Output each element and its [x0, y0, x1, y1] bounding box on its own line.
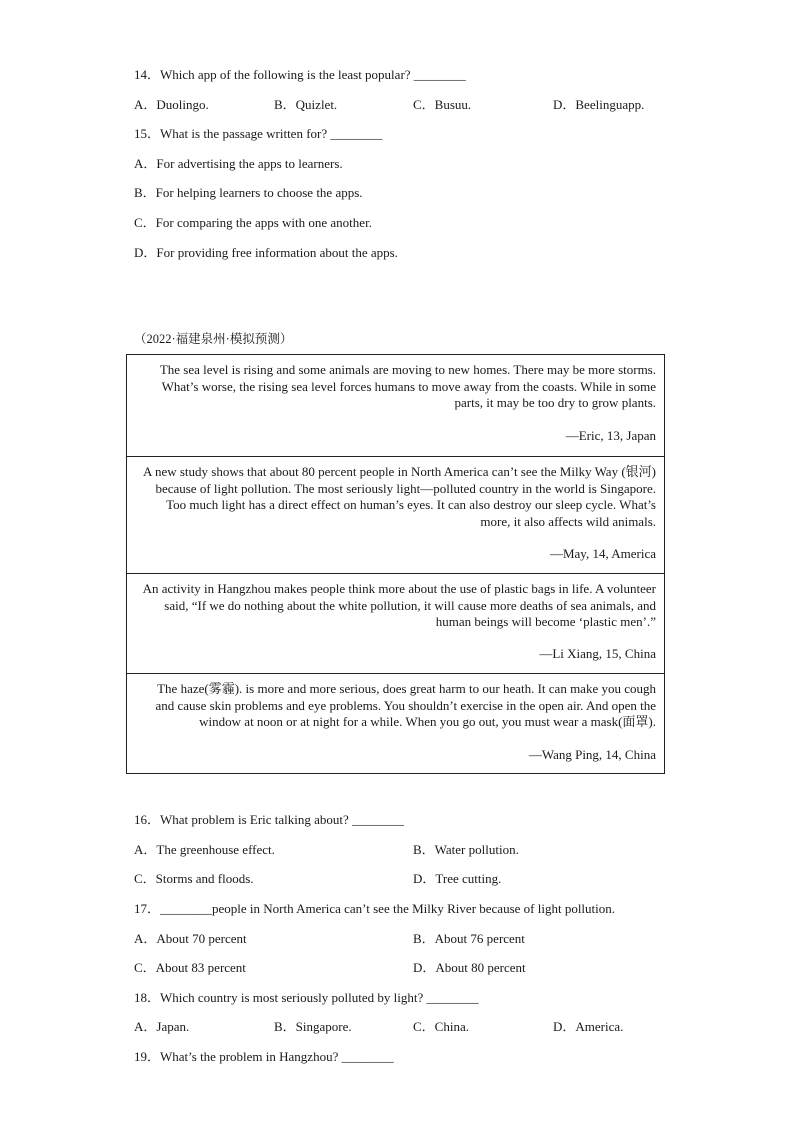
option-b[interactable]: B．Quizlet. [274, 97, 338, 112]
option-c[interactable]: C．For comparing the apps with one another. [134, 215, 372, 230]
option-a[interactable]: A．About 70 percent [134, 931, 247, 946]
question-17-stem: 17．________people in North America can’t see the Milky River because of light pollution. [134, 901, 616, 916]
passage-signature: —May, 14, America [549, 546, 656, 561]
option-a[interactable]: A．For advertising the apps to learners. [134, 156, 343, 171]
option-c[interactable]: C．China. [413, 1019, 469, 1034]
passage-text: A new study shows that about 80 percent people in North America can’t see the Milky Way (银河) because of light pollution. The most seriously light—polluted country in the world is Singapore. Too much light has a direct effect on human’s eyes. It can also destroy our sleep cycle. What’s more, it also affects wild animals. [143, 464, 656, 529]
option-b[interactable]: B．About 76 percent [413, 931, 525, 946]
question-17-options-row-2 [134, 957, 694, 975]
question-16-options-row-2 [134, 868, 694, 886]
question-18-options [134, 1016, 694, 1034]
question-15-stem: 15．What is the passage written for? ________ [134, 126, 383, 141]
passage-text: An activity in Hangzhou makes people think more about the use of plastic bags in life. A volunteer said, “If we do nothing about the white pollution, it will cause more deaths of sea animals, and human beings will become ‘plastic men’.” [142, 581, 656, 629]
passage-text: The haze(雾霾). is more and more serious, does great harm to our heath. It can make you cough and cause skin problems and eye problems. You shouldn’t exercise in the open air. And open the window at noon or at night for a while. When you go out, you must wear a mask(面罩). [155, 681, 656, 729]
question-16-stem: 16．What problem is Eric talking about? ________ [134, 812, 405, 827]
option-b[interactable]: B．For helping learners to choose the apps. [134, 185, 363, 200]
passage-cell-may [127, 457, 664, 574]
option-a[interactable]: A．The greenhouse effect. [134, 842, 275, 857]
option-a[interactable]: A．Duolingo. [134, 97, 209, 112]
passage-signature: —Wang Ping, 14, China [528, 747, 656, 762]
passage-text: The sea level is rising and some animals are moving to new homes. There may be more storms. What’s worse, the rising sea level forces humans to move away from the coasts. While in some parts, it may be too dry to grow plants. [159, 362, 656, 410]
option-c[interactable]: C．Busuu. [413, 97, 472, 112]
passage-signature: —Eric, 13, Japan [565, 428, 656, 443]
question-14-options [134, 94, 694, 112]
option-d[interactable]: D．Beelinguapp. [553, 97, 645, 112]
question-16-options-row-1 [134, 839, 694, 857]
option-b[interactable]: B．Singapore. [274, 1019, 352, 1034]
question-19-stem: 19．What’s the problem in Hangzhou? ________ [134, 1049, 394, 1064]
passage-table [126, 354, 665, 774]
option-a[interactable]: A．Japan. [134, 1019, 190, 1034]
option-d[interactable]: D．America. [553, 1019, 624, 1034]
option-c[interactable]: C．Storms and floods. [134, 871, 254, 886]
question-17-options-row-1 [134, 928, 694, 946]
option-b[interactable]: B．Water pollution. [413, 842, 519, 857]
option-d[interactable]: D．About 80 percent [413, 960, 526, 975]
passage-signature: —Li Xiang, 15, China [539, 646, 656, 661]
question-14-stem: 14．Which app of the following is the least popular? ________ [134, 67, 466, 82]
source-tag: （2022·福建泉州·模拟预测） [134, 332, 293, 346]
option-d[interactable]: D．For providing free information about the apps. [134, 245, 398, 260]
passage-cell-eric [127, 355, 664, 457]
question-18-stem: 18．Which country is most seriously polluted by light? ________ [134, 990, 479, 1005]
option-c[interactable]: C．About 83 percent [134, 960, 246, 975]
passage-cell-wang-ping [127, 674, 664, 775]
option-d[interactable]: D．Tree cutting. [413, 871, 502, 886]
passage-cell-li-xiang [127, 574, 664, 674]
